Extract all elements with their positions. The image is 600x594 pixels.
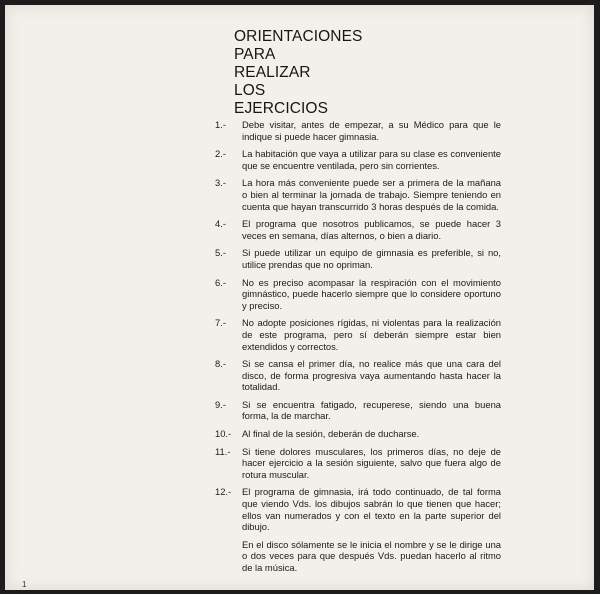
title-line-2: PARA — [234, 46, 276, 63]
instruction-item-11 — [215, 446, 501, 481]
page-corner-mark: 1 — [22, 580, 27, 589]
item-text: El programa que nosotros publicamos, se puede hacer 3 veces en semana, días alternos, o bien a diario. — [242, 218, 501, 241]
instructions-list — [215, 119, 501, 580]
item-text: El programa de gimnasia, irá todo continuado, de tal forma que viendo Vds. los dibujos sabrán lo que tienen que hacer; ellos van numerados y con el texto en la parte superior del dibujo. — [242, 486, 501, 533]
item-number: 5.- — [215, 247, 226, 259]
instruction-item-1 — [215, 119, 501, 142]
item-text: Al final de la sesión, deberán de ducharse. — [242, 428, 420, 440]
item-text: Debe visitar, antes de empezar, a su Médico para que le indique si puede hacer gimnasia. — [242, 119, 501, 142]
instruction-item-6 — [215, 277, 501, 312]
item-text: No es preciso acompasar la respiración con el movimiento gimnástico, puede hacerlo siempre que lo considere oportuno y preciso. — [242, 276, 501, 311]
title-line-1: ORIENTACIONES — [234, 28, 363, 45]
item-number: 7.- — [215, 317, 226, 329]
item-text: Si se cansa el primer día, no realice más que una cara del disco, de forma progresiva vaya aumentando hasta hacer la totalidad. — [242, 358, 501, 393]
item-number: 1.- — [215, 119, 226, 130]
item-text: La habitación que vaya a utilizar para su clase es conveniente que se encuentre ventilada, pero sin corrientes. — [242, 148, 501, 171]
document-page — [5, 5, 594, 590]
instruction-item-12 — [215, 486, 501, 573]
item-number: 2.- — [215, 148, 226, 160]
item-text: No adopte posiciones rígidas, ni violentas para la realización de este programa, pero sí deberán siempre estar bien extendidos y correctos. — [242, 317, 501, 352]
document-title — [234, 28, 362, 118]
item-12-additional-paragraph: En el disco sólamente se le inicia el nombre y se le dirige una o dos veces para que después Vds. puedan hacerlo al ritmo de la música. — [242, 538, 501, 573]
item-number: 10.- — [215, 428, 232, 440]
instruction-item-8 — [215, 358, 501, 393]
instruction-item-10 — [215, 428, 501, 440]
instruction-item-2 — [215, 148, 501, 171]
item-text: Si puede utilizar un equipo de gimnasia es preferible, si no, utilice prendas que no opriman. — [242, 247, 501, 270]
title-line-5: EJERCICIOS — [234, 100, 329, 117]
item-number: 8.- — [215, 358, 226, 370]
item-text: La hora más conveniente puede ser a primera de la mañana o bien al terminar la jornada de trabajo. Siempre teniendo en cuenta que hayan transcurrido 3 horas después de la comida. — [242, 177, 501, 212]
item-number: 12.- — [215, 486, 232, 498]
title-line-3: REALIZAR — [234, 64, 311, 81]
item-number: 9.- — [215, 398, 226, 410]
instruction-item-3 — [215, 177, 501, 212]
title-line-4: LOS — [234, 82, 266, 99]
item-number: 6.- — [215, 276, 226, 288]
item-text: Si tiene dolores musculares, los primeros días, no deje de hacer ejercicio a la sesión siguiente, salvo que fuera algo de rotura muscular. — [242, 445, 501, 480]
instruction-item-4 — [215, 218, 501, 241]
item-text: Si se encuentra fatigado, recuperese, siendo una buena forma, la de marchar. — [242, 398, 501, 422]
item-number: 11.- — [215, 445, 231, 457]
item-number: 4.- — [215, 218, 226, 230]
instruction-item-9 — [215, 399, 501, 422]
instruction-item-5 — [215, 247, 501, 270]
item-number: 3.- — [215, 177, 226, 189]
instruction-item-7 — [215, 317, 501, 352]
